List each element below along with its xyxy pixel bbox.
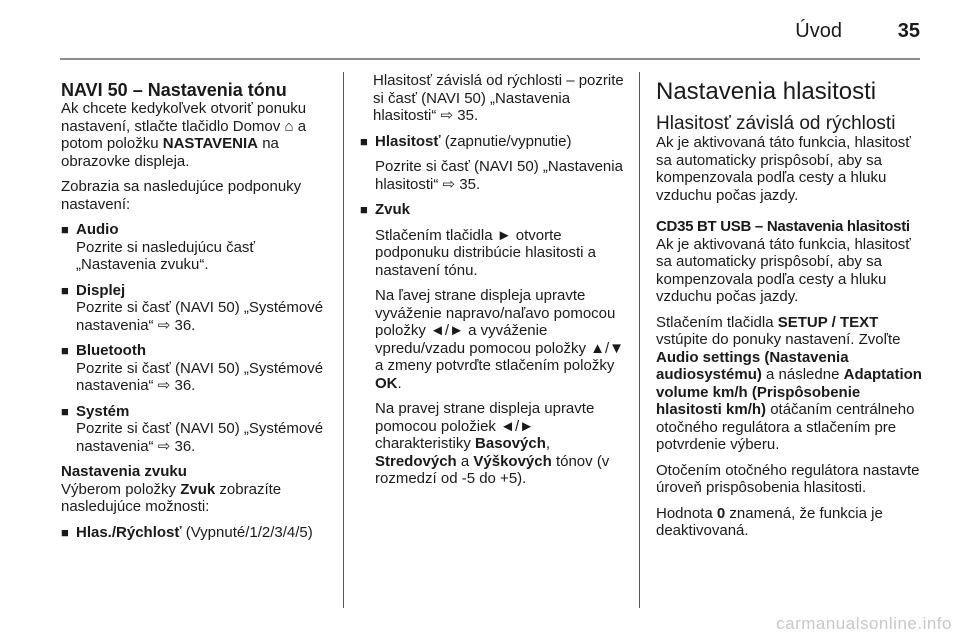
item-text: Pozrite si časť (NAVI 50) „Systémové nastavenia“ ⇨ 36. <box>76 299 324 334</box>
page-ref: 35. <box>457 107 479 124</box>
item-label: Audio <box>76 221 119 238</box>
zvuk-key: Zvuk <box>180 480 216 498</box>
list-item-zvuk <box>360 201 628 488</box>
list-item-audio <box>61 221 333 274</box>
item-label: Hlasitosť <box>375 132 441 150</box>
column-middle <box>360 72 628 496</box>
home-icon: ⌂ <box>284 117 294 135</box>
item-text: Pozrite si časť (NAVI 50) „Systémové nastavenia“ ⇨ 36. <box>76 359 324 394</box>
list-item-bluetooth <box>61 342 333 395</box>
zvuk-paragraph-3: Na pravej strane displeja upravte pomocou položiek ◄/► charakteristiky Basových, Stredových a Výškových tónov (v rozmedzí od -5 do +5). <box>375 400 610 487</box>
page-ref-arrow-icon: ⇨ <box>442 175 456 193</box>
mid-label: Stredových <box>375 452 457 470</box>
volume-settings-heading: Nastavenia hlasitosti <box>656 78 877 105</box>
watermark: carmanualsonline.info <box>776 614 952 633</box>
bullet-icon: ■ <box>360 202 368 217</box>
bullet-icon: ■ <box>61 222 69 237</box>
item-text: Pozrite si časť (NAVI 50) „Nastavenia hlasitosti“ ⇨ 35. <box>375 158 623 193</box>
right-arrow-icon: ► <box>449 322 464 339</box>
left-arrow-icon: ◄ <box>500 417 515 435</box>
right-arrow-icon: ► <box>496 226 512 244</box>
bass-label: Basových <box>475 435 546 452</box>
list-item-displej <box>61 282 333 335</box>
speed-volume-continued: Hlasitosť závislá od rýchlosti – pozrite si časť (NAVI 50) „Nastavenia hlasitosti“ ⇨ 35. <box>373 72 624 124</box>
item-values: (zapnutie/vypnutie) <box>444 132 572 150</box>
setup-paragraph: Stlačením tlačidla SETUP / TEXT vstúpite do ponuky nastavení. Zvoľte Audio settings (Nastavenia audiosystému) a následne Adaptation volume km/h (Prispôsobenie hlasitosti km/h) otáčaním centrálneho otočného regulátora a stlačením pre potvrdenie výberu. <box>656 313 922 453</box>
left-arrow-icon: ◄ <box>430 322 445 339</box>
page-ref: 36. <box>174 316 196 334</box>
navi50-tone-heading: NAVI 50 – Nastavenia tónu <box>61 80 287 100</box>
page-number: 35 <box>897 20 920 42</box>
zvuk-paragraph-2: Na ľavej strane displeja upravte vyváženie napravo/naľavo pomocou položky ◄/► a vyváženie vpredu/vzadu pomocou položky ▲/▼ a zmeny potvrďte stlačením položky OK. <box>375 287 625 392</box>
item-label: Hlas./Rýchlosť <box>76 523 182 541</box>
page-ref: 36. <box>174 437 196 455</box>
nastavenia-key: NASTAVENIA <box>162 135 259 152</box>
column-divider <box>639 72 640 608</box>
section-title: Úvod <box>795 20 842 42</box>
item-text: Pozrite si časť (NAVI 50) „Systémové nastavenia“ ⇨ 36. <box>76 420 324 455</box>
page-ref-arrow-icon: ⇨ <box>157 316 171 334</box>
adjust-paragraph: Otočením otočného regulátora nastavte úroveň prispôsobenia hlasitosti. <box>656 461 920 496</box>
page-ref-arrow-icon: ⇨ <box>440 107 454 124</box>
treble-label: Výškových <box>473 452 552 470</box>
page-ref: 36. <box>174 377 196 394</box>
zero-value-paragraph: Hodnota 0 znamená, že funkcia je deaktivovaná. <box>656 504 883 539</box>
submenus-intro: Zobrazia sa nasledujúce podponuky nastavení: <box>61 178 302 213</box>
sound-settings-subheading: Nastavenia zvuku <box>61 463 187 480</box>
item-label: Systém <box>76 402 130 420</box>
adaptation-volume-label: Adaptation volume km/h (Prispôsobenie hlasitosti km/h) <box>656 366 922 418</box>
page-header <box>60 14 920 58</box>
item-label: Zvuk <box>375 201 411 218</box>
item-values: (Vypnuté/1/2/3/4/5) <box>185 523 313 541</box>
column-left <box>61 72 333 549</box>
zvuk-paragraph-1: Stlačením tlačidla ► otvorte podponuku distribúcie hlasitosti a nastavení tónu. <box>375 226 596 279</box>
sound-intro: Výberom položky Zvuk zobrazíte nasledujúce možnosti: <box>61 480 282 515</box>
cd35-heading: CD35 BT USB – Nastavenia hlasitosti <box>656 218 910 235</box>
zero-value: 0 <box>716 504 726 522</box>
list-item-speed-volume <box>61 524 333 542</box>
right-arrow-icon: ► <box>519 417 534 435</box>
bullet-icon: ■ <box>61 524 69 540</box>
cd35-paragraph: Ak je aktivovaná táto funkcia, hlasitosť sa automaticky prispôsobí, aby sa kompenzovala podľa cesty a hluku vzduchu počas jazdy. <box>656 235 911 305</box>
down-arrow-icon: ▼ <box>609 339 625 357</box>
item-label: Displej <box>76 281 126 299</box>
column-right <box>656 72 926 548</box>
item-text: Pozrite si nasledujúcu časť „Nastavenia zvuku“. <box>76 238 256 273</box>
page-ref: 35. <box>459 175 481 193</box>
page-ref-arrow-icon: ⇨ <box>157 437 171 455</box>
settings-intro: Ak chcete kedykoľvek otvoriť ponuku nastavení, stlačte tlačidlo Domov ⌂ a potom položku NASTAVENIA na obrazovke displeja. <box>61 100 307 170</box>
bullet-icon: ■ <box>360 133 368 149</box>
bullet-icon: ■ <box>61 343 69 358</box>
audio-settings-label: Audio settings (Nastavenia audiosystému) <box>656 348 849 383</box>
list-item-system <box>61 403 333 456</box>
bullet-icon: ■ <box>61 403 69 419</box>
page-ref-arrow-icon: ⇨ <box>157 377 171 394</box>
up-arrow-icon: ▲ <box>590 339 605 357</box>
column-divider <box>343 72 344 608</box>
item-label: Bluetooth <box>76 342 146 359</box>
header-rule <box>60 58 920 60</box>
ok-key: OK <box>375 374 398 392</box>
setup-text-key: SETUP / TEXT <box>777 313 879 331</box>
list-item-loudness <box>360 133 628 194</box>
bullet-icon: ■ <box>61 282 69 298</box>
speed-volume-paragraph: Ak je aktivovaná táto funkcia, hlasitosť sa automaticky prispôsobí, aby sa kompenzovala podľa cesty a hluku vzduchu počas jazdy. <box>656 134 911 204</box>
speed-volume-heading: Hlasitosť závislá od rýchlosti <box>656 113 896 134</box>
